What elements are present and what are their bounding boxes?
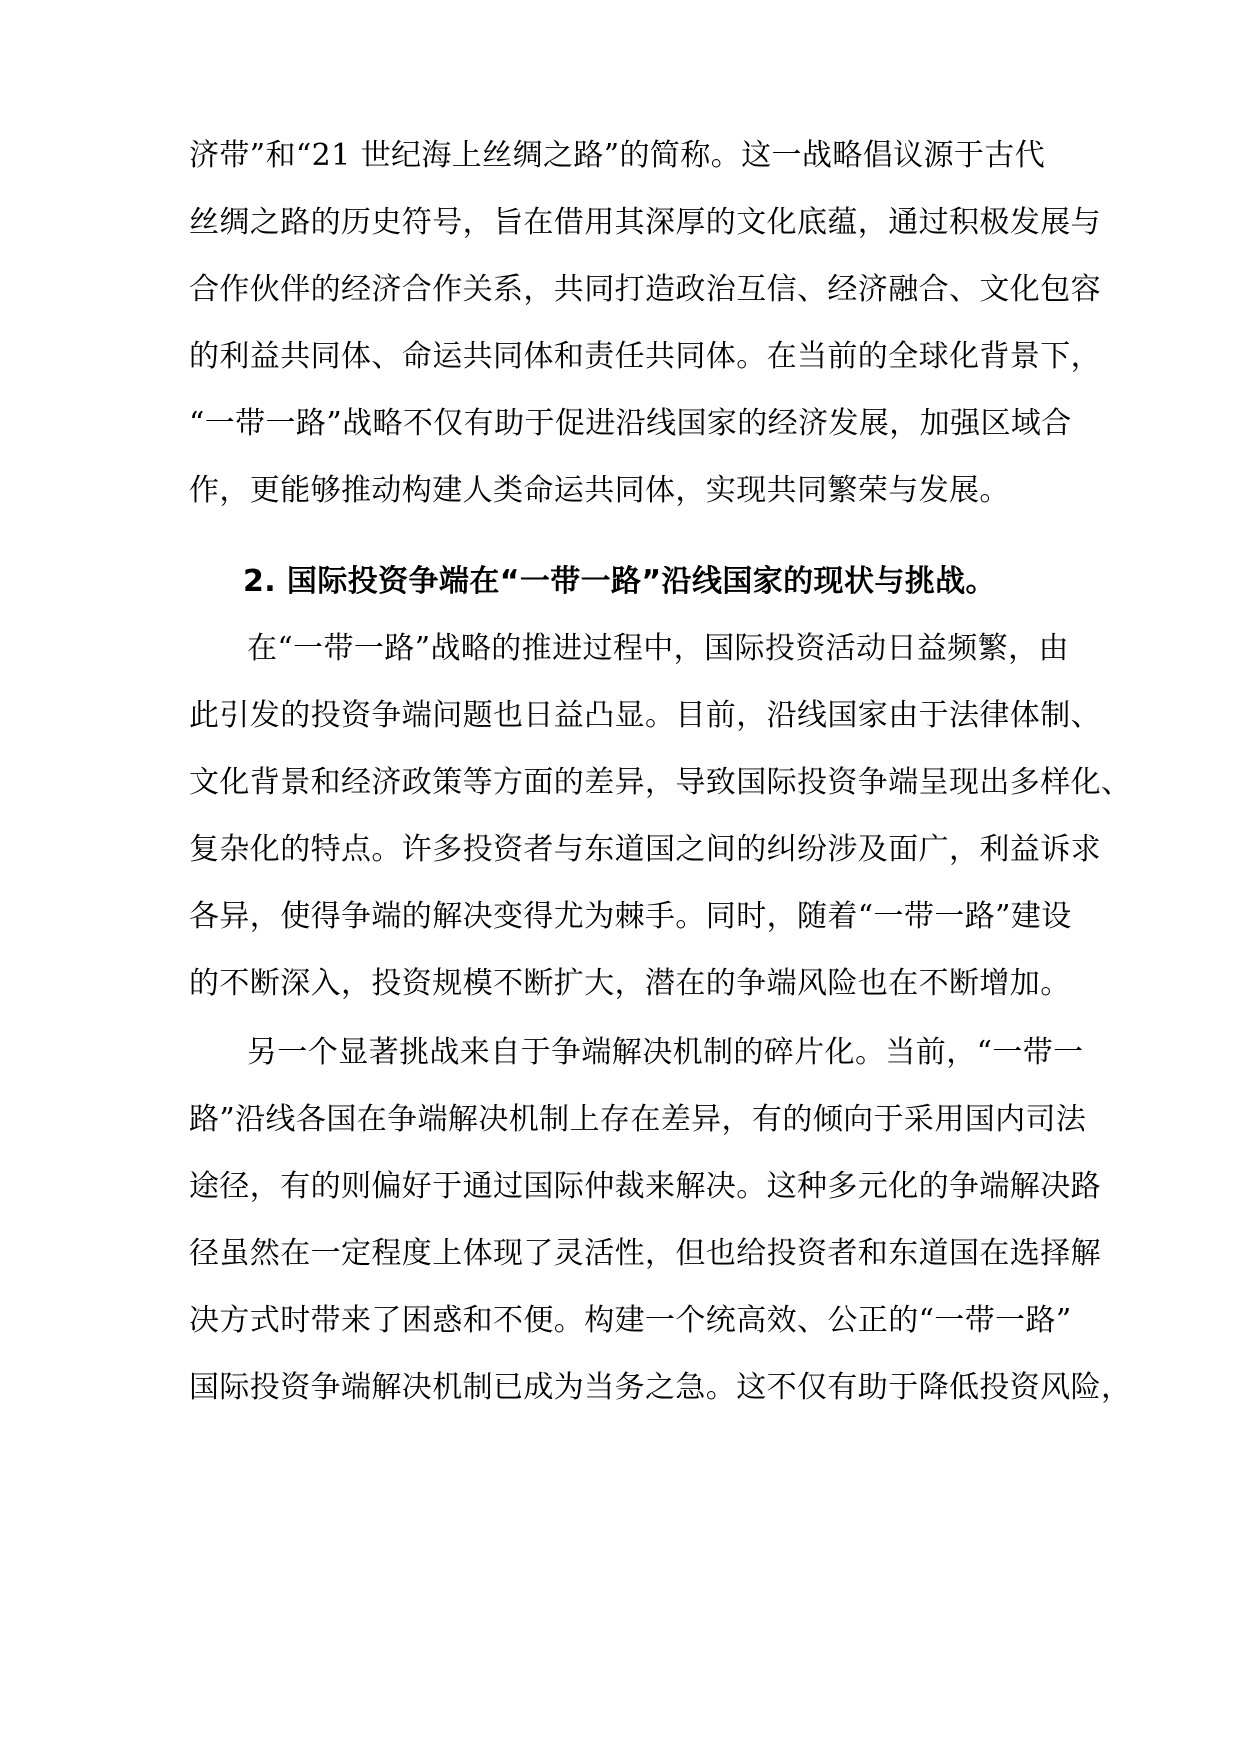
text-line: 合作伙伴的经济合作关系，共同打造政治互信、经济融合、文化包容	[189, 272, 1101, 307]
text-line: 在“一带一路”战略的推进过程中，国际投资活动日益频繁，由	[247, 631, 1069, 666]
text-line: 丝绸之路的历史符号，旨在借用其深厚的文化底蕴，通过积极发展与	[189, 205, 1101, 240]
text-line: 各异，使得争端的解决变得尤为棘手。同时，随着“一带一路”建设	[189, 899, 1072, 934]
text-line: 济带”和“21 世纪海上丝绸之路”的简称。这一战略倡议源于古代	[189, 138, 1046, 173]
text-line: 复杂化的特点。许多投资者与东道国之间的纠纷涉及面广，利益诉求	[189, 832, 1101, 867]
text-line: 决方式时带来了困惑和不便。构建一个统高效、公正的“一带一路”	[189, 1303, 1072, 1338]
text-line: 另一个显著挑战来自于争端解决机制的碎片化。当前，“一带一	[247, 1035, 1084, 1070]
text-line: 路”沿线各国在争端解决机制上存在差异，有的倾向于采用国内司法	[189, 1102, 1087, 1137]
text-line: 的利益共同体、命运共同体和责任共同体。在当前的全球化背景下，	[189, 339, 1101, 374]
text-line: “一带一路”战略不仅有助于促进沿线国家的经济发展，加强区域合	[189, 406, 1072, 441]
text-line: 此引发的投资争端问题也日益凸显。目前，沿线国家由于法律体制、	[189, 698, 1101, 733]
section-heading: 2. 国际投资争端在“一带一路”沿线国家的现状与挑战。	[243, 564, 996, 599]
text-line: 的不断深入，投资规模不断扩大，潜在的争端风险也在不断增加。	[189, 966, 1071, 1001]
text-line: 作，更能够推动构建人类命运共同体，实现共同繁荣与发展。	[189, 473, 1010, 508]
text-line: 途径，有的则偏好于通过国际仲裁来解决。这种多元化的争端解决路	[189, 1169, 1101, 1204]
text-line: 国际投资争端解决机制已成为当务之急。这不仅有助于降低投资风险，	[189, 1370, 1132, 1405]
text-line: 文化背景和经济政策等方面的差异，导致国际投资争端呈现出多样化、	[189, 765, 1132, 800]
text-line: 径虽然在一定程度上体现了灵活性，但也给投资者和东道国在选择解	[189, 1236, 1101, 1271]
